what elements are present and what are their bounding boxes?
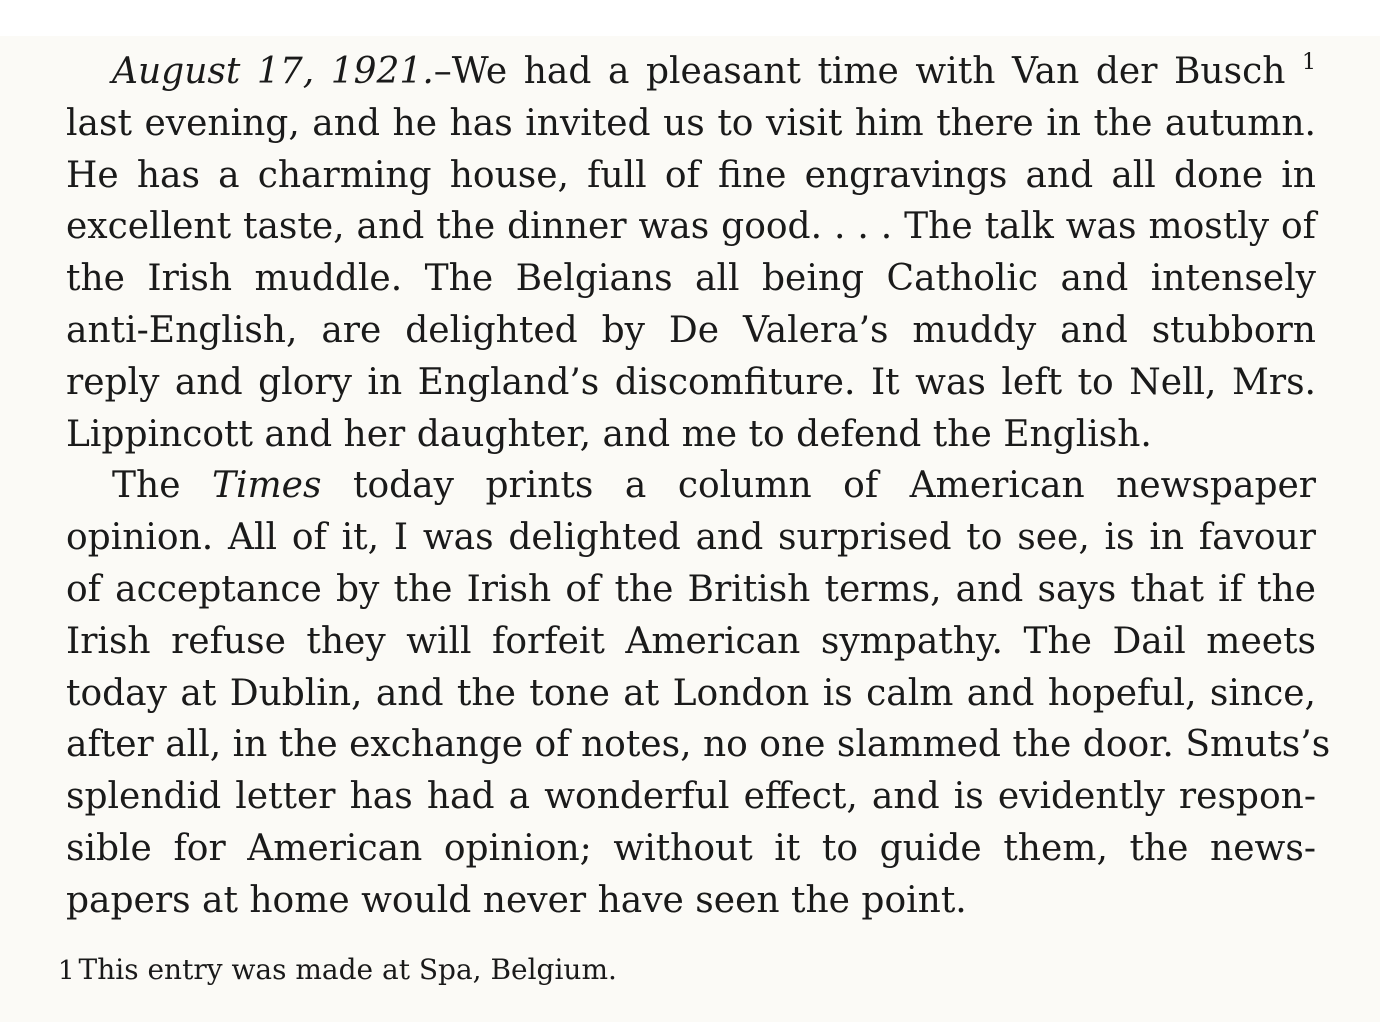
text-line: Lippincott and her daughter, and me to defend the English.	[66, 413, 1152, 455]
date-dash: –	[433, 51, 452, 92]
text-line: of acceptance by the Irish of the British terms, and says that if the	[66, 568, 1316, 610]
footnote	[58, 950, 958, 991]
text-segment: The	[112, 465, 213, 507]
text-line: the Irish muddle. The Belgians all being Catholic and intensely	[66, 258, 1316, 300]
text-line: Irish refuse they will forfeit American sympathy. The Dail meets	[66, 620, 1316, 662]
text-line: reply and glory in England’s discomfiture. It was left to Nell, Mrs.	[66, 361, 1316, 403]
page-top-margin	[0, 0, 1380, 36]
text-line: excellent taste, and the dinner was good. . . . The talk was mostly of	[66, 206, 1316, 248]
text-segment: today prints a column of American newspaper	[321, 465, 1316, 507]
text-line: sible for American opinion; without it to guide them, the news-	[66, 827, 1316, 869]
newspaper-title: Times	[212, 465, 322, 507]
text-line	[66, 46, 1316, 98]
footnote-text: This entry was made at Spa, Belgium.	[78, 953, 617, 986]
diary-entry	[66, 46, 1331, 927]
text-line: today at Dublin, and the tone at London is calm and hopeful, since,	[66, 672, 1316, 714]
text-line: He has a charming house, full of fine engravings and all done in	[66, 154, 1316, 196]
text-line: opinion. All of it, I was delighted and surprised to see, is in favour	[66, 517, 1316, 559]
entry-date: August 17, 1921.	[112, 51, 434, 92]
text-line: after all, in the exchange of notes, no one slammed the door. Smuts’s	[66, 724, 1331, 766]
text-line: last evening, and he has invited us to visit him there in the autumn.	[66, 102, 1316, 144]
footnote-reference: 1	[1302, 50, 1316, 75]
text-line: anti-English, are delighted by De Valera’s muddy and stubborn	[66, 309, 1316, 351]
text-segment: We had a pleasant time with Van der Busch	[451, 51, 1286, 92]
text-line: splendid letter has had a wonderful effect, and is evidently respon-	[66, 776, 1316, 818]
footnote-mark: 1	[58, 956, 75, 986]
text-line	[66, 460, 1316, 512]
text-line: papers at home would never have seen the point.	[66, 879, 967, 921]
